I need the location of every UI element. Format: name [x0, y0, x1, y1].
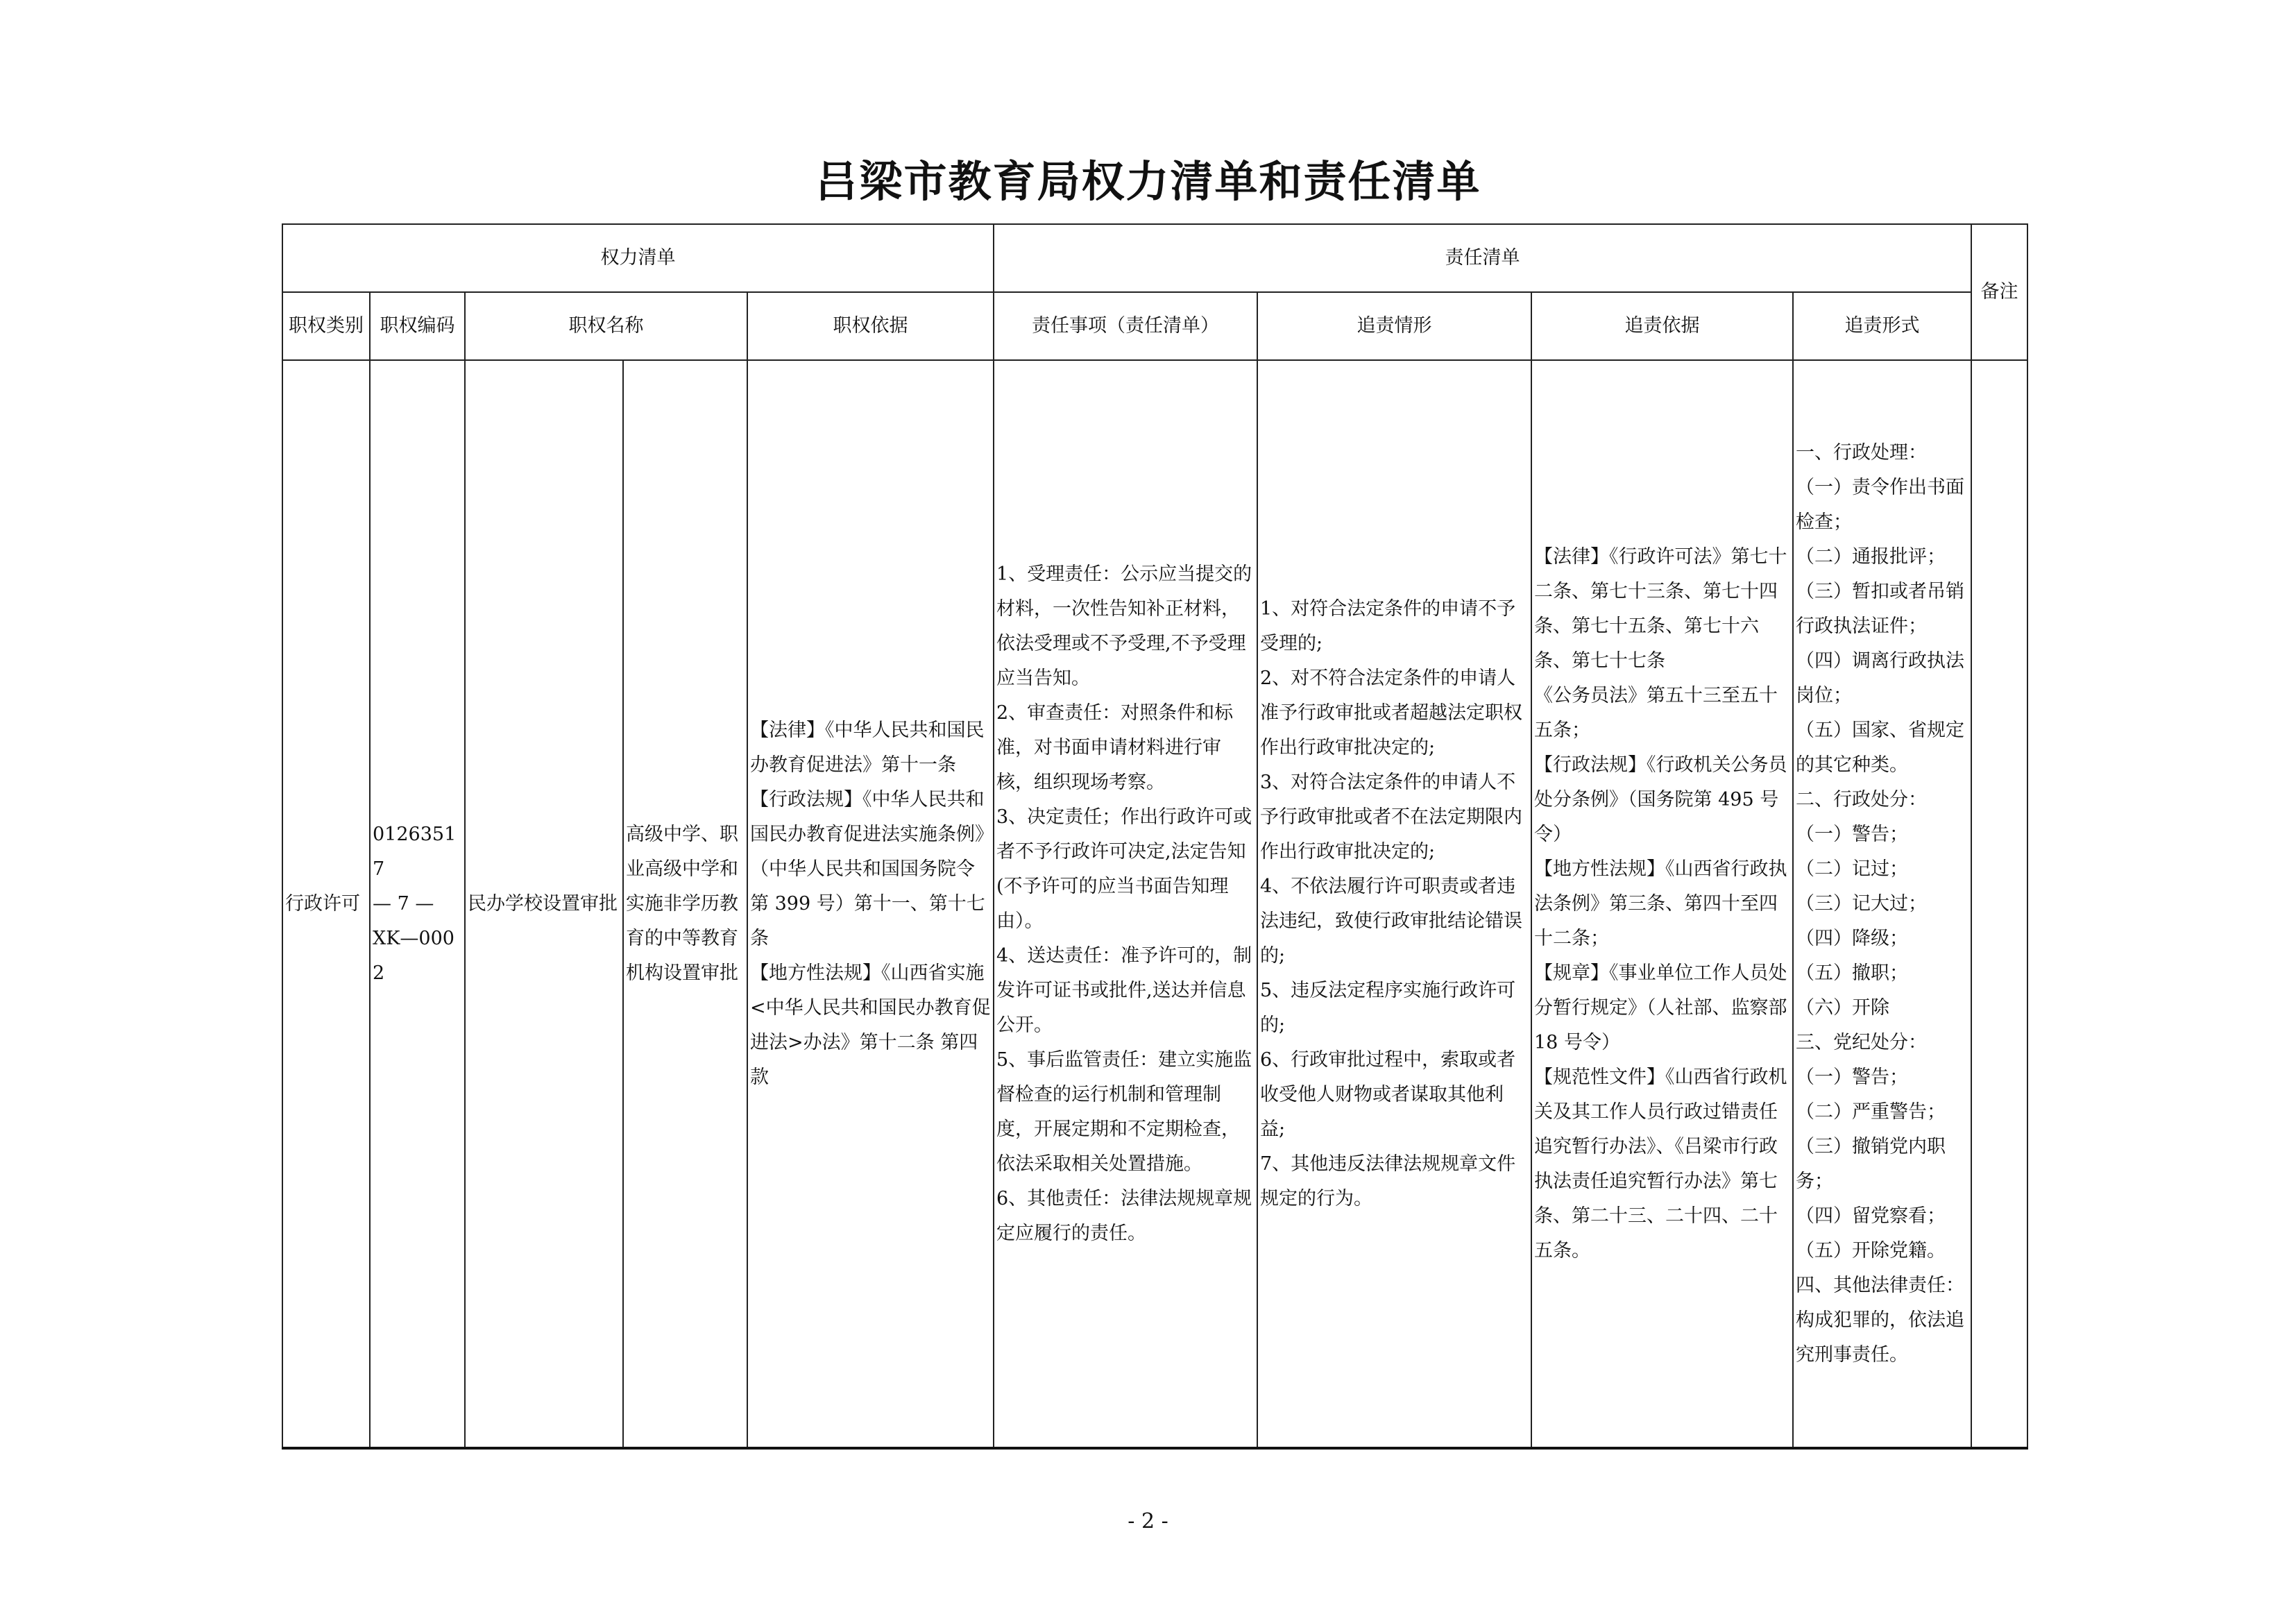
- cell-circumstances: [1257, 360, 1531, 1448]
- accountability-1: 【法律】《行政许可法》第七十二条、第七十三条、第七十四条、第七十五条、第七十六条、第七十七条: [1534, 545, 1787, 672]
- duty-2: 2、审查责任：对照条件和标准，对书面申请材料进行审核，组织现场考察。: [996, 702, 1234, 793]
- form-5: （四）调离行政执法岗位；: [1796, 649, 1964, 706]
- accountability-6: 【规范性文件】《山西省行政机关及其工作人员行政过错责任追究暂行办法》、《吕梁市行政执法责任追究暂行办法》第七条、第二十三、二十四、二十五条。: [1534, 1066, 1787, 1261]
- col-circumstances: 追责情形: [1257, 292, 1531, 360]
- duty-1: 1、受理责任：公示应当提交的材料，一次性告知补正材料，依法受理或不予受理,不予受理应当告知。: [996, 563, 1252, 689]
- responsibility-list-header: 责任清单: [994, 224, 1971, 292]
- accountability-5: 【规章】《事业单位工作人员处分暂行规定》（人社部、监察部 18 号令）: [1534, 962, 1787, 1053]
- page-number: - 2 -: [1128, 1509, 1168, 1533]
- group-header-row: [282, 224, 2027, 292]
- form-18: （四）留党察看；: [1796, 1205, 1946, 1227]
- cell-accountability-basis: [1531, 360, 1793, 1448]
- circumstance-7: 7、其他违反法律法规规章文件规定的行为。: [1260, 1153, 1516, 1209]
- cell-name: 民办学校设置审批: [465, 360, 623, 1448]
- duty-4: 4、送达责任：准予许可的，制发许可证书或批件,送达并信息公开。: [996, 944, 1252, 1036]
- column-header-row: [282, 292, 2027, 360]
- col-category: 职权类别: [282, 292, 370, 360]
- accountability-4: 【地方性法规】《山西省行政执法条例》第三条、第四十至四十二条；: [1534, 858, 1787, 949]
- duty-6: 6、其他责任：法律法规规章规定应履行的责任。: [996, 1187, 1252, 1244]
- cell-remarks: [1971, 360, 2027, 1448]
- form-14: 三、党纪处分：: [1796, 1031, 1927, 1053]
- col-duties: 责任事项（责任清单）: [994, 292, 1257, 360]
- circumstance-6: 6、行政审批过程中，索取或者收受他人财物或者谋取其他利益;: [1260, 1048, 1516, 1140]
- duty-5: 5、事后监管责任：建立实施监督检查的运行机制和管理制度，开展定期和不定期检查，依法采取相关处置措施。: [996, 1048, 1252, 1175]
- accountability-3: 【行政法规】《行政机关公务员处分条例》（国务院第 495 号令）: [1534, 754, 1787, 845]
- form-11: （四）降级；: [1796, 927, 1908, 949]
- form-20: 四、其他法律责任：构成犯罪的，依法追究刑事责任。: [1796, 1274, 1964, 1366]
- cell-code: [370, 360, 465, 1448]
- circumstance-5: 5、违反法定程序实施行政许可的;: [1260, 979, 1516, 1036]
- circumstance-4: 4、不依法履行许可职责或者违法违纪，致使行政审批结论错误的;: [1260, 875, 1522, 967]
- form-9: （二）记过；: [1796, 858, 1908, 880]
- remarks-header: 备注: [1971, 224, 2027, 360]
- form-8: （一）警告；: [1796, 823, 1908, 845]
- form-19: （五）开除党籍。: [1796, 1239, 1946, 1261]
- form-10: （三）记大过；: [1796, 892, 1927, 915]
- col-basis: 职权依据: [747, 292, 994, 360]
- form-16: （二）严重警告；: [1796, 1101, 1946, 1123]
- form-7: 二、行政处分：: [1796, 788, 1927, 810]
- code-line-1: 01263517: [373, 823, 457, 880]
- duty-3: 3、决定责任；作出行政许可或者不予行政许可决定,法定告知(不予许可的应当书面告知理由）。: [996, 806, 1252, 932]
- form-13: （六）开除: [1796, 996, 1889, 1019]
- form-6: （五）国家、省规定的其它种类。: [1796, 719, 1964, 776]
- code-line-2: — 7 —: [373, 892, 434, 915]
- cell-forms: [1793, 360, 1971, 1448]
- cell-category: 行政许可: [282, 360, 370, 1448]
- form-12: （五）撤职；: [1796, 962, 1908, 984]
- cell-basis: [747, 360, 994, 1448]
- col-accountability-basis: 追责依据: [1531, 292, 1793, 360]
- circumstance-2: 2、对不符合法定条件的申请人准予行政审批或者超越法定职权作出行政审批决定的;: [1260, 667, 1522, 758]
- col-forms: 追责形式: [1793, 292, 1971, 360]
- col-name: 职权名称: [465, 292, 747, 360]
- basis-line-1: 【法律】《中华人民共和国民办教育促进法》第十一条: [750, 719, 985, 776]
- col-code: 职权编码: [370, 292, 465, 360]
- table-row: [282, 360, 2027, 1448]
- basis-line-3: 【地方性法规】《山西省实施<中华人民共和国民办教育促进法>办法》第十二条 第四款: [750, 962, 991, 1088]
- cell-duties: [994, 360, 1257, 1448]
- form-2: （一）责令作出书面检查；: [1796, 476, 1964, 533]
- document-title: 吕梁市教育局权力清单和责任清单: [815, 156, 1481, 207]
- form-15: （一）警告；: [1796, 1066, 1908, 1088]
- accountability-2: 《公务员法》第五十三至五十五条；: [1534, 684, 1778, 741]
- power-responsibility-table: [282, 223, 2028, 1450]
- form-4: （三）暂扣或者吊销行政执法证件；: [1796, 580, 1964, 637]
- cell-sub-name: 高级中学、职业高级中学和实施非学历教育的中等教育机构设置审批: [623, 360, 747, 1448]
- circumstance-1: 1、对符合法定条件的申请不予受理的;: [1260, 597, 1516, 654]
- form-1: 一、行政处理：: [1796, 441, 1927, 464]
- form-17: （三）撤销党内职务；: [1796, 1135, 1946, 1192]
- form-3: （二）通报批评；: [1796, 545, 1946, 568]
- circumstance-3: 3、对符合法定条件的申请人不予行政审批或者不在法定期限内作出行政审批决定的;: [1260, 771, 1522, 863]
- basis-line-2: 【行政法规】《中华人民共和国民办教育促进法实施条例》（中华人民共和国国务院令第 399 号）第十一、第十七条: [750, 788, 985, 949]
- power-list-header: 权力清单: [282, 224, 994, 292]
- code-line-3: XK—0002: [373, 927, 454, 984]
